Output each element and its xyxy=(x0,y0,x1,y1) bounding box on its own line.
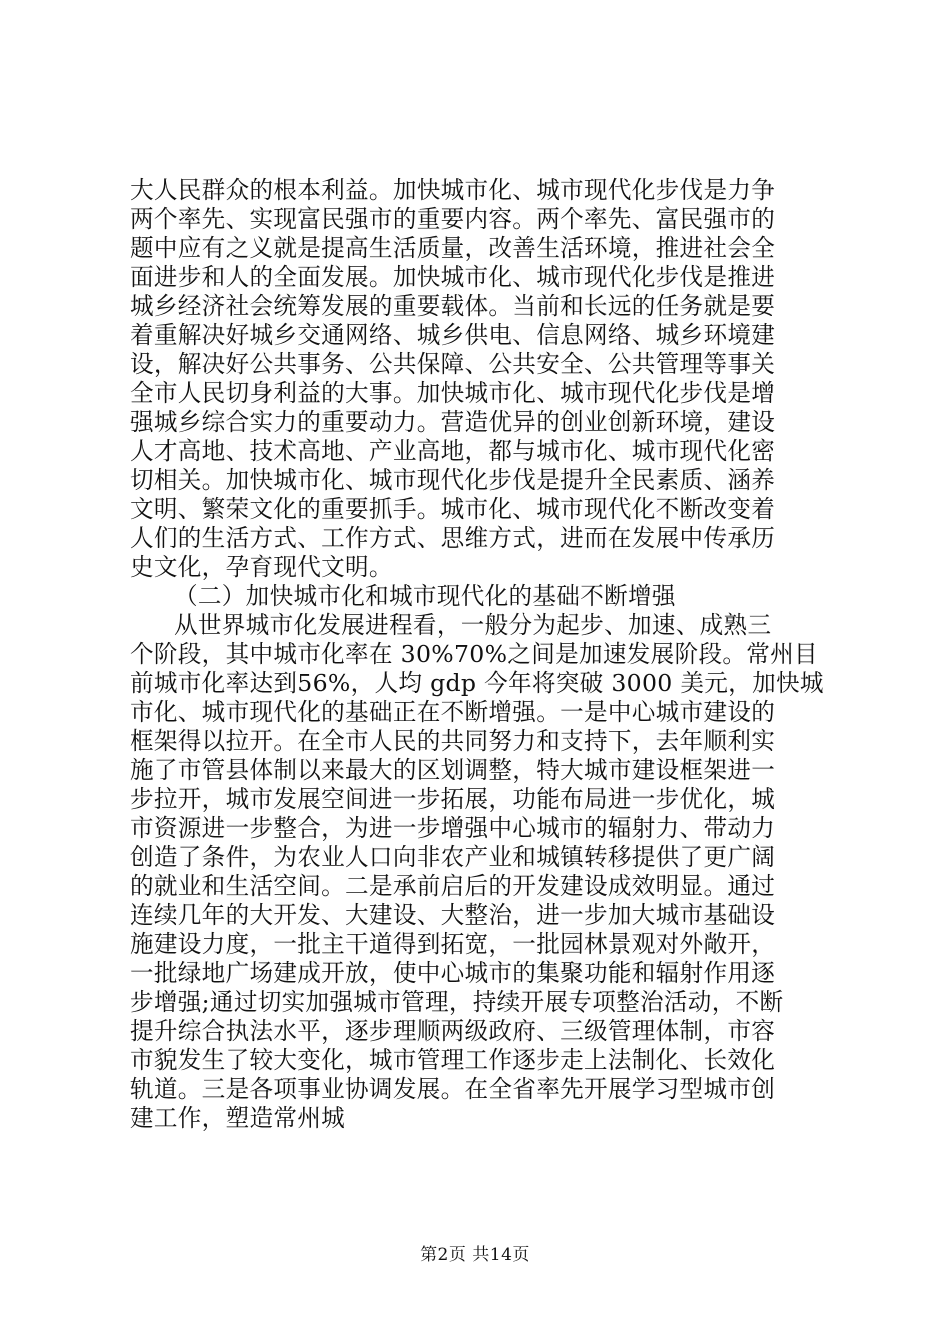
text-line: 施了市管县体制以来最大的区划调整，特大城市建设框架进一 xyxy=(130,756,776,784)
text-line: 市貌发生了较大变化，城市管理工作逐步走上法制化、长效化 xyxy=(130,1046,776,1074)
text-line: 题中应有之义就是提高生活质量，改善生活环境，推进社会全 xyxy=(130,234,776,262)
text-line: 市资源进一步整合，为进一步增强中心城市的辐射力、带动力 xyxy=(130,814,776,842)
text-line: 人们的生活方式、工作方式、思维方式，进而在发展中传承历 xyxy=(130,524,776,552)
text-line: 强城乡综合实力的重要动力。营造优异的创业创新环境，建设 xyxy=(130,408,776,436)
text-line: 个阶段，其中城市化率在 30%70%之间是加速发展阶段。常州目 xyxy=(130,640,818,668)
text-line: 连续几年的大开发、大建设、大整治，进一步加大城市基础设 xyxy=(130,901,776,929)
text-line: 切相关。加快城市化、城市现代化步伐是提升全民素质、涵养 xyxy=(130,466,776,494)
text-line: 步拉开，城市发展空间进一步拓展，功能布局进一步优化，城 xyxy=(130,785,776,813)
text-line: 提升综合执法水平，逐步理顺两级政府、三级管理体制，市容 xyxy=(130,1017,776,1045)
text-line: 文明、繁荣文化的重要抓手。城市化、城市现代化不断改变着 xyxy=(130,495,776,523)
text-line: 框架得以拉开。在全市人民的共同努力和支持下，去年顺利实 xyxy=(130,727,776,755)
text-line: 设，解决好公共事务、公共保障、公共安全、公共管理等事关 xyxy=(130,350,776,378)
text-line: 市化、城市现代化的基础正在不断增强。一是中心城市建设的 xyxy=(130,698,776,726)
section-heading: （二）加快城市化和城市现代化的基础不断增强 xyxy=(174,582,676,610)
text-line: 大人民群众的根本利益。加快城市化、城市现代化步伐是力争 xyxy=(130,176,776,204)
text-line: 的就业和生活空间。二是承前启后的开发建设成效明显。通过 xyxy=(130,872,776,900)
text-line: 创造了条件，为农业人口向非农产业和城镇转移提供了更广阔 xyxy=(130,843,776,871)
body-text xyxy=(130,176,830,1133)
text-line: 城乡经济社会统筹发展的重要载体。当前和长远的任务就是要 xyxy=(130,292,776,320)
text-line: 前城市化率达到56%，人均 gdp 今年将突破 3000 美元，加快城 xyxy=(130,669,824,697)
page-footer: 第2页 共14页 xyxy=(420,1245,530,1265)
text-line: 步增强;通过切实加强城市管理，持续开展专项整治活动，不断 xyxy=(130,988,784,1016)
text-line: 人才高地、技术高地、产业高地，都与城市化、城市现代化密 xyxy=(130,437,776,465)
text-line: 一批绿地广场建成开放，使中心城市的集聚功能和辐射作用逐 xyxy=(130,959,776,987)
text-line: 史文化，孕育现代文明。 xyxy=(130,553,393,581)
text-line: 着重解决好城乡交通网络、城乡供电、信息网络、城乡环境建 xyxy=(130,321,776,349)
text-line: 建工作，塑造常州城 xyxy=(130,1104,346,1132)
text-line: 两个率先、实现富民强市的重要内容。两个率先、富民强市的 xyxy=(130,205,776,233)
text-line: 全市人民切身利益的大事。加快城市化、城市现代化步伐是增 xyxy=(130,379,776,407)
text-line: 面进步和人的全面发展。加快城市化、城市现代化步伐是推进 xyxy=(130,263,776,291)
text-line: 轨道。三是各项事业协调发展。在全省率先开展学习型城市创 xyxy=(130,1075,776,1103)
text-line: 施建设力度，一批主干道得到拓宽，一批园林景观对外敞开， xyxy=(130,930,776,958)
paragraph-first-line: 从世界城市化发展进程看，一般分为起步、加速、成熟三 xyxy=(174,611,772,639)
